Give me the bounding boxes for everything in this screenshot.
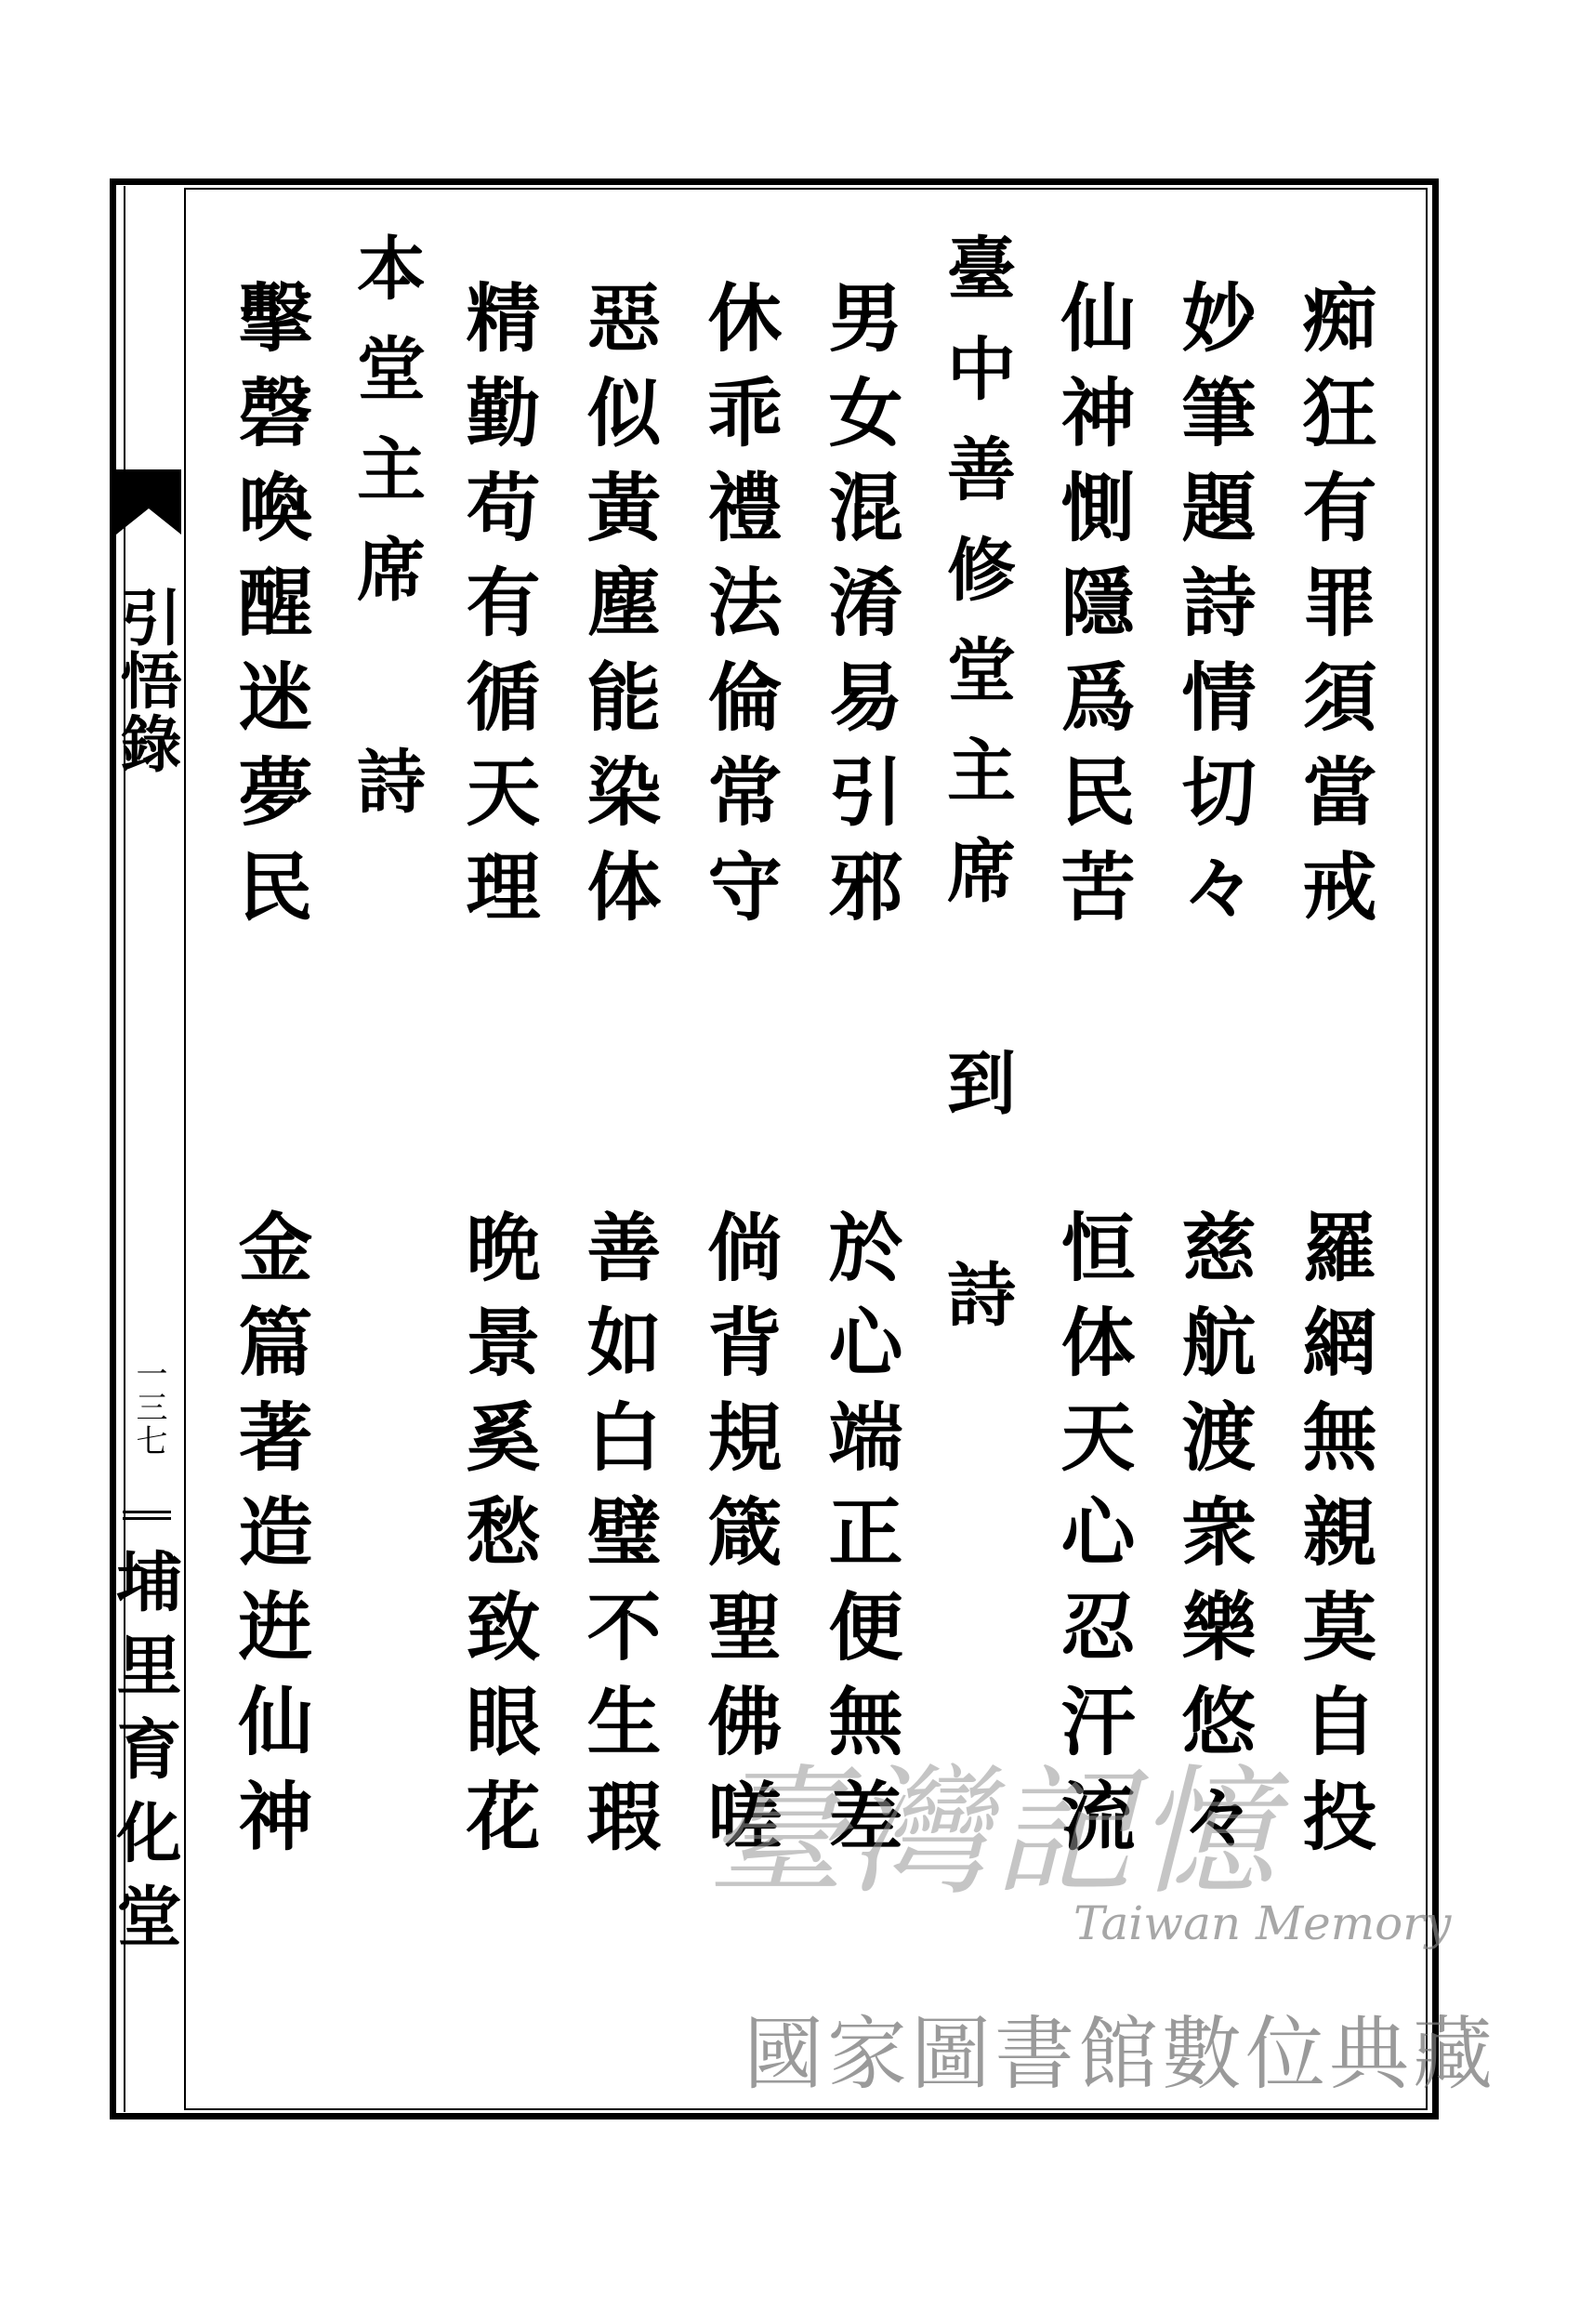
verse-line-8b: 金篇著造逬仙神 xyxy=(226,1208,313,1872)
verse-line-5a: 休乖禮法倫常守 xyxy=(695,279,783,943)
verse-line-3b: 恒体天心忍汗流 xyxy=(1048,1208,1136,1872)
watermark-chinese: 國家圖書館數位典藏 xyxy=(744,2008,1496,2101)
page-number: 一三七 xyxy=(130,1357,167,1458)
verse-line-6a: 惡似黃塵能染体 xyxy=(574,279,662,943)
verse-line-3a: 仙神惻隱爲民苦 xyxy=(1048,279,1136,943)
verse-line-2b: 慈航渡衆樂悠々 xyxy=(1169,1208,1257,1872)
page-number-separator xyxy=(123,1511,171,1520)
verse-line-7a: 精勤苟有循天理 xyxy=(454,279,541,943)
margin-publisher: 埔里育化堂 xyxy=(106,1548,183,1966)
verse-line-2a: 妙筆題詩情切々 xyxy=(1169,279,1257,943)
verse-line-1b: 羅網無親莫自投 xyxy=(1290,1208,1377,1872)
poem-title: 臺中善修堂主席 到 詩 xyxy=(936,232,1016,1359)
margin-book-title: 引悟錄 xyxy=(110,586,182,775)
poem-title: 本堂主席 詩 xyxy=(346,232,426,846)
watermark-script: 臺灣記憶 xyxy=(706,1752,1280,1914)
verse-line-4a: 男女混淆易引邪 xyxy=(816,279,903,943)
verse-line-7b: 晩景奚愁致眼花 xyxy=(454,1208,541,1872)
verse-line-1a: 痴狂有罪須當戒 xyxy=(1290,279,1377,943)
verse-line-8a: 擊磬喚醒迷夢民 xyxy=(226,279,313,943)
verse-line-6b: 善如白璧不生瑕 xyxy=(574,1208,662,1872)
verse-line-4b: 於心端正便無差 xyxy=(816,1208,903,1872)
watermark-english: Taiwan Memory xyxy=(1073,1896,1452,1950)
verse-line-5b: 倘背規箴聖佛嗟 xyxy=(695,1208,783,1872)
